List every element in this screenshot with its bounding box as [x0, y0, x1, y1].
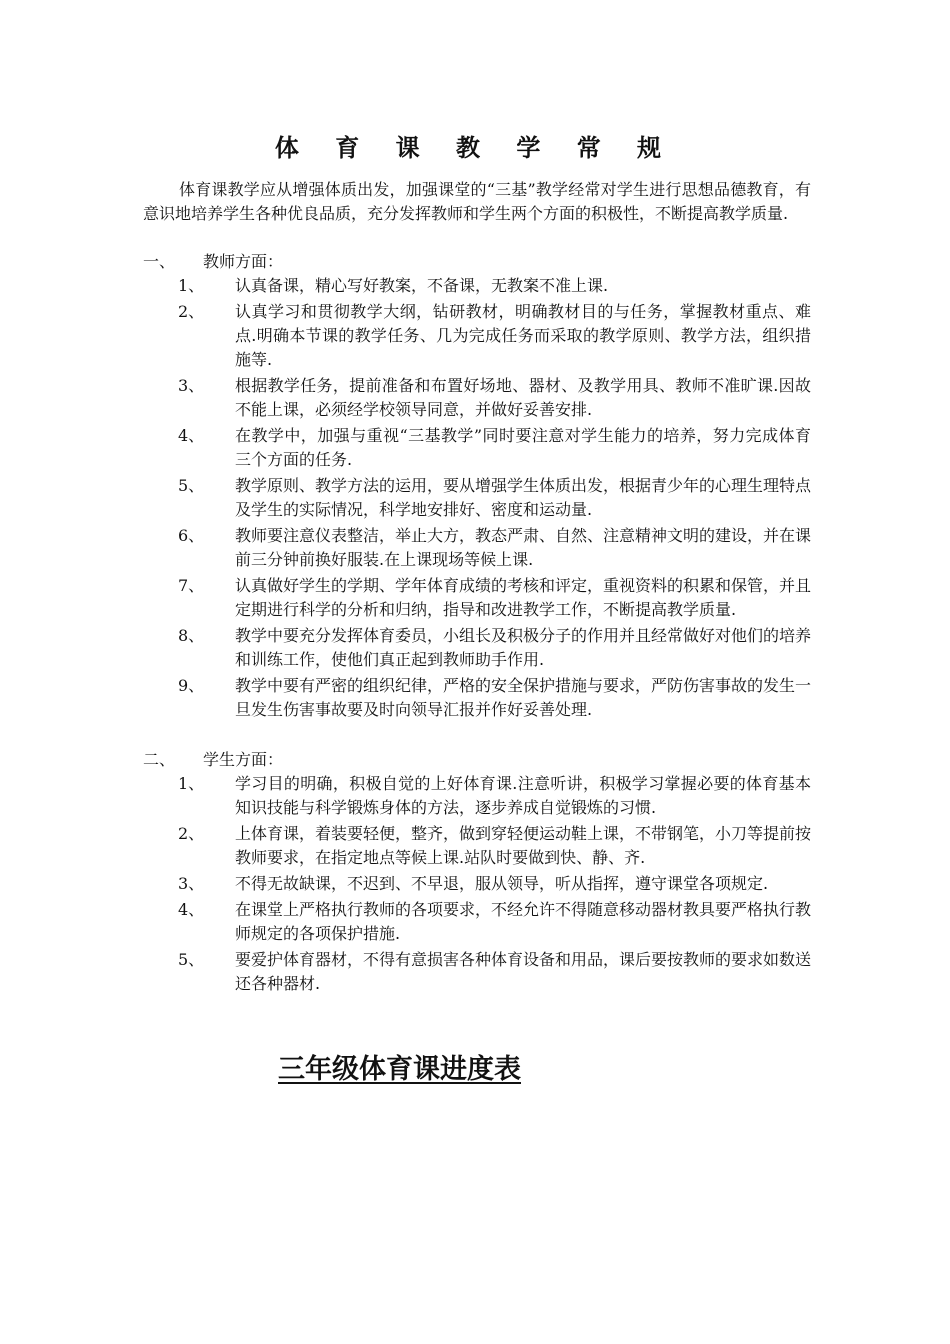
list-item	[178, 674, 811, 722]
item-text: 根据教学任务，提前准备和布置好场地、器材、及教学用具、教师不准旷课.因故不能上课，必须经学校领导同意，并做好妥善安排.	[235, 376, 811, 419]
list-item	[178, 898, 811, 946]
section-number: 一、	[143, 252, 176, 271]
section-heading-text: 学生方面：	[203, 750, 284, 769]
item-index: 2、	[178, 824, 205, 843]
item-text: 要爱护体育器材，不得有意损害各种体育设备和用品，课后要按教师的要求如数送还各种器材.	[235, 950, 812, 993]
section-heading-students	[143, 748, 283, 772]
list-item	[178, 474, 811, 522]
item-index: 7、	[178, 576, 205, 595]
list-item	[178, 624, 811, 672]
item-index: 5、	[178, 476, 205, 495]
section-number: 二、	[143, 750, 176, 769]
student-items-list	[178, 772, 811, 996]
item-index: 3、	[178, 874, 205, 893]
item-index: 1、	[178, 276, 205, 295]
list-item	[178, 574, 811, 622]
section-heading-text: 教师方面：	[203, 252, 284, 271]
list-item	[178, 872, 811, 896]
item-index: 3、	[178, 376, 205, 395]
item-text: 认真学习和贯彻教学大纲，钻研教材，明确教材目的与任务，掌握教材重点、难点.明确本节课的教学任务、几为完成任务而采取的教学原则、教学方法，组织措施等.	[235, 302, 811, 369]
page-title: 体 育 课 教 学 常 规	[274, 133, 676, 162]
item-text: 认真做好学生的学期、学年体育成绩的考核和评定，重视资料的积累和保管，并且定期进行科学的分析和归纳，指导和改进教学工作，不断提高教学质量.	[235, 576, 812, 619]
list-item	[178, 424, 811, 472]
section-heading-teachers	[143, 250, 283, 274]
item-text: 教学中要充分发挥体育委员，小组长及积极分子的作用并且经常做好对他们的培养和训练工作，使他们真正起到教师助手作用.	[235, 626, 812, 669]
item-text: 在教学中，加强与重视“三基教学”同时要注意对学生能力的培养，努力完成体育三个方面的任务.	[235, 426, 811, 469]
list-item	[178, 374, 811, 422]
list-item	[178, 300, 811, 372]
item-text: 教学中要有严密的组织纪律，严格的安全保护措施与要求，严防伤害事故的发生一旦发生伤害事故要及时向领导汇报并作好妥善处理.	[235, 676, 812, 719]
item-index: 4、	[178, 426, 205, 445]
list-item	[178, 274, 811, 298]
teacher-items-list	[178, 274, 811, 722]
item-index: 2、	[178, 302, 205, 321]
item-text: 教学原则、教学方法的运用，要从增强学生体质出发，根据青少年的心理生理特点及学生的实际情况，科学地安排好、密度和运动量.	[235, 476, 812, 519]
item-text: 在课堂上严格执行教师的各项要求，不经允许不得随意移动器材教具要严格执行教师规定的各项保护措施.	[235, 900, 812, 943]
item-text: 认真备课，精心写好教案，不备课，无教案不准上课.	[235, 276, 609, 295]
item-text: 不得无故缺课，不迟到、不早退，服从领导，听从指挥，遵守课堂各项规定.	[235, 874, 769, 893]
item-index: 1、	[178, 774, 205, 793]
item-text: 学习目的明确，积极自觉的上好体育课.注意听讲，积极学习掌握必要的体育基本知识技能与科学锻炼身体的方法，逐步养成自觉锻炼的习惯.	[235, 774, 811, 817]
intro-paragraph: 体育课教学应从增强体质出发，加强课堂的“三基”教学经常对学生进行思想品德教育，有意识地培养学生各种优良品质，充分发挥教师和学生两个方面的积极性，不断提高教学质量.	[143, 180, 811, 223]
list-item	[178, 772, 811, 820]
list-item	[178, 822, 811, 870]
item-index: 9、	[178, 676, 205, 695]
item-index: 4、	[178, 900, 205, 919]
item-text: 上体育课，着装要轻便，整齐，做到穿轻便运动鞋上课，不带钢笔，小刀等提前按教师要求，在指定地点等候上课.站队时要做到快、静、齐.	[235, 824, 812, 867]
list-item	[178, 524, 811, 572]
item-text: 教师要注意仪表整洁，举止大方，教态严肃、自然、注意精神文明的建设，并在课前三分钟前换好服装.在上课现场等候上课.	[235, 526, 812, 569]
list-item	[178, 948, 811, 996]
item-index: 6、	[178, 526, 205, 545]
schedule-heading: 三年级体育课进度表	[278, 1054, 521, 1085]
item-index: 8、	[178, 626, 205, 645]
item-index: 5、	[178, 950, 205, 969]
